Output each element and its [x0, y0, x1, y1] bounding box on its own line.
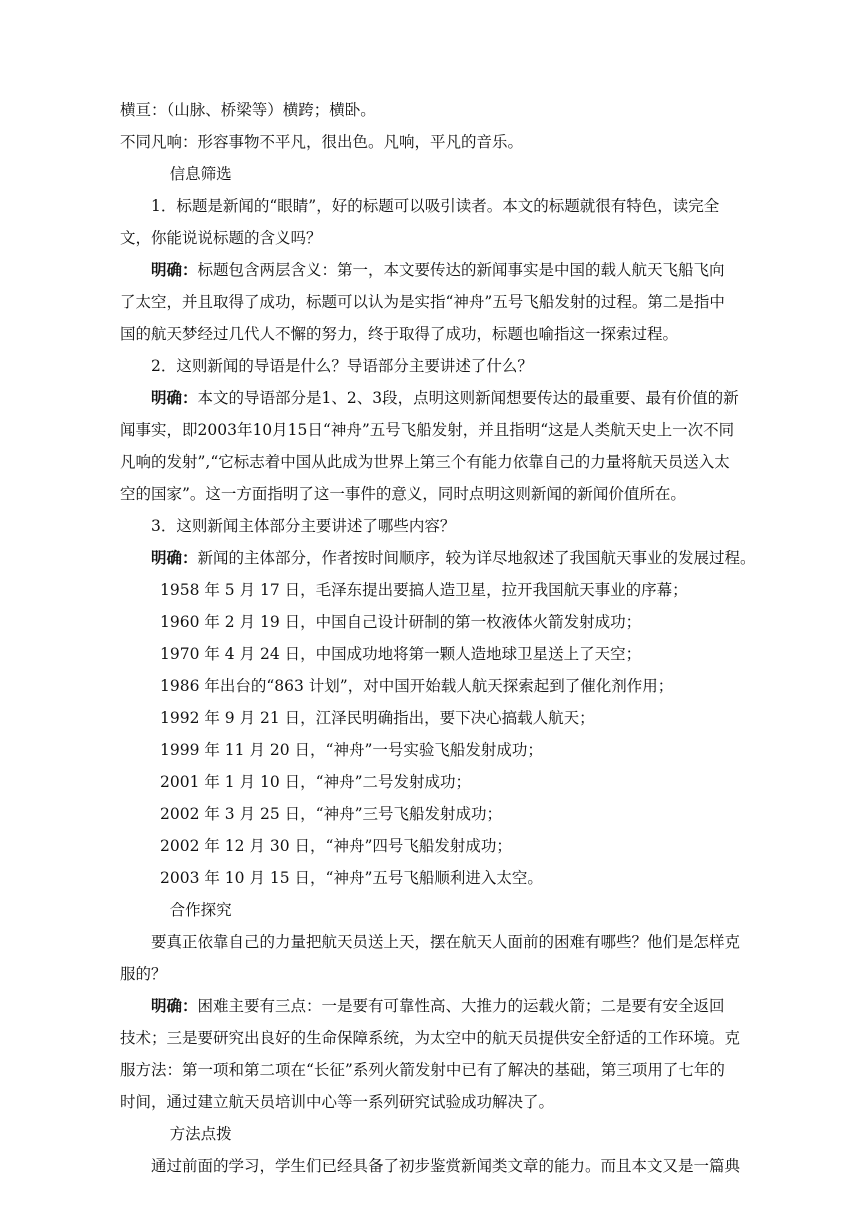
answer-label: 明确：: [151, 389, 198, 407]
question-2: 2．这则新闻的导语是什么？导语部分主要讲述了什么？: [151, 357, 533, 375]
timeline-item: 1970 年 4 月 24 日，中国成功地将第一颗人造地球卫星送上了天空；: [160, 645, 642, 663]
answer-2-text: 本文的导语部分是1、2、3段，点明这则新闻想要传达的最重要、最有价值的新闻事实，即2003年10月15日“神舟”五号飞船发射，并且指明“这是人类航天史上一次不同凡响的发射”,“它标志着中国从此成为世界上第三个有能力依靠自己的力量将航天员送入太空的国家”。这一方面指明了这一事件的意义，同时点明这则新闻的新闻价值所在。: [120, 389, 739, 503]
timeline-item: 2003 年 10 月 15 日，“神舟”五号飞船顺利进入太空。: [160, 869, 543, 887]
answer-label: 明确：: [151, 997, 198, 1015]
method-paragraph: 通过前面的学习，学生们已经具备了初步鉴赏新闻类文章的能力。而且本文又是一篇典: [151, 1157, 741, 1175]
timeline-list: [120, 574, 740, 894]
answer-3-text: 新闻的主体部分，作者按时间顺序，较为详尽地叙述了我国航天事业的发展过程。: [197, 549, 756, 567]
question-1: 1．标题是新闻的“眼睛”，好的标题可以吸引读者。本文的标题就很有特色，读完全文，你能说说标题的含义吗？: [120, 197, 720, 247]
question-4: 要真正依靠自己的力量把航天员送上天，摆在航天人面前的困难有哪些？他们是怎样克服的？: [120, 933, 741, 983]
timeline-item: 1986 年出台的“863 计划”，对中国开始载人航天探索起到了催化剂作用；: [160, 677, 674, 695]
answer-4: [120, 990, 740, 1118]
timeline-item: 1999 年 11 月 20 日，“神舟”一号实验飞船发射成功；: [160, 741, 543, 759]
timeline-item: 2002 年 3 月 25 日，“神舟”三号飞船发射成功；: [160, 805, 503, 823]
answer-4-text: 困难主要有三点：一是要有可靠性高、大推力的运载火箭；二是要有安全返回技术；三是要研究出良好的生命保障系统，为太空中的航天员提供安全舒适的工作环境。克服方法：第一项和第二项在“长征”系列火箭发射中已有了解决的基础，第三项用了七年的时间，通过建立航天员培训中心等一系列研究试验成功解决了。: [120, 997, 741, 1111]
timeline-item: 1992 年 9 月 21 日，江泽民明确指出，要下决心搞载人航天；: [160, 709, 595, 727]
vocab-entry-hengen: 横亘：（山脉、桥梁等）横跨；横卧。: [120, 101, 376, 119]
section-heading-info-screening: 信息筛选: [169, 165, 232, 183]
answer-2: [120, 382, 740, 510]
section-heading-method-guidance: 方法点拨: [169, 1125, 232, 1143]
answer-label: 明确：: [151, 261, 198, 279]
answer-1-text: 标题包含两层含义：第一，本文要传达的新闻事实是中国的载人航天飞船飞向了太空，并且取得了成功，标题可以认为是实指“神舟”五号飞船发射的过程。第二是指中国的航天梦经过几代人不懈的努力，终于取得了成功，标题也喻指这一探索过程。: [120, 261, 725, 343]
timeline-item: 1958 年 5 月 17 日，毛泽东提出要搞人造卫星，拉开我国航天事业的序幕；: [160, 581, 688, 599]
question-3: 3．这则新闻主体部分主要讲述了哪些内容？: [151, 517, 456, 535]
timeline-item: 1960 年 2 月 19 日，中国自己设计研制的第一枚液体火箭发射成功；: [160, 613, 642, 631]
answer-1: [120, 254, 740, 350]
answer-label: 明确：: [151, 549, 198, 567]
answer-3: [120, 542, 756, 574]
vocab-entry-butongfanxiang: 不同凡响：形容事物不平凡，很出色。凡响，平凡的音乐。: [120, 133, 524, 151]
timeline-item: 2002 年 12 月 30 日，“神舟”四号飞船发射成功；: [160, 837, 512, 855]
timeline-item: 2001 年 1 月 10 日，“神舟”二号发射成功；: [160, 773, 472, 791]
document-body: [120, 94, 756, 1182]
section-heading-cooperative-inquiry: 合作探究: [169, 901, 232, 919]
